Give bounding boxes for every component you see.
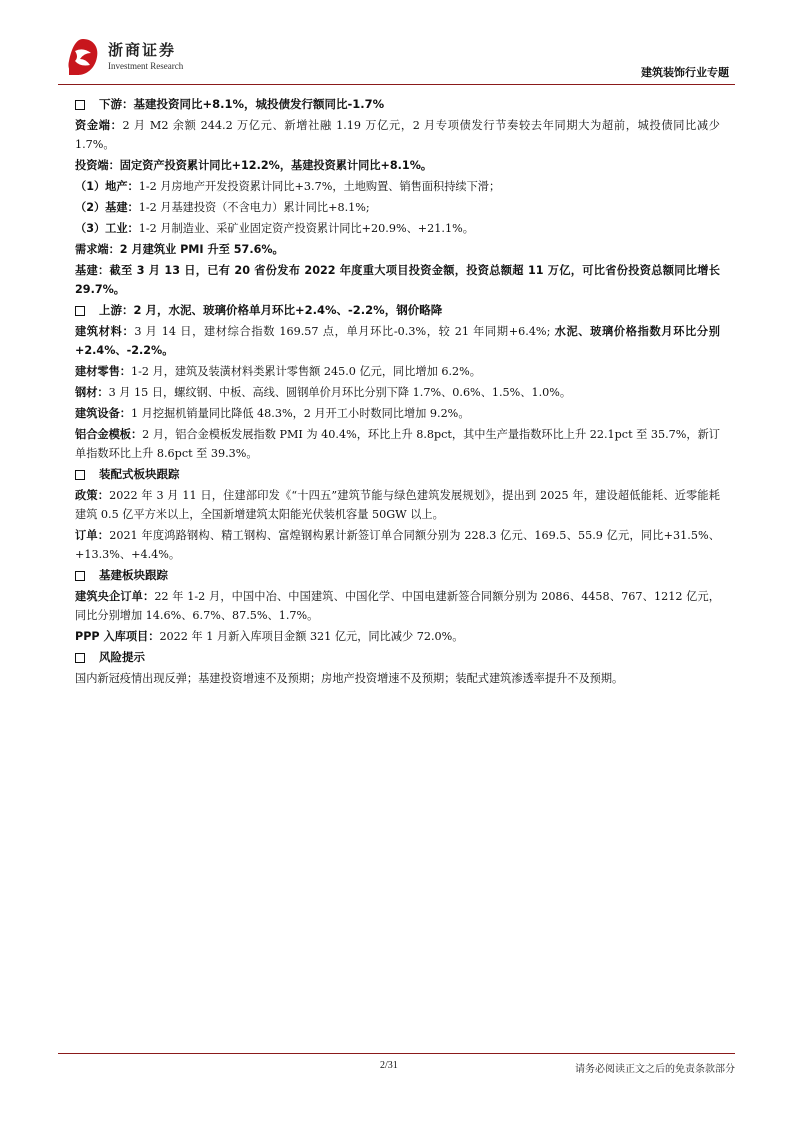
disclaimer-note: 请务必阅读正文之后的免责条款部分 xyxy=(575,1064,735,1075)
header-divider xyxy=(58,84,735,85)
report-category: 建筑装饰行业专题 xyxy=(641,66,729,79)
section-upstream-heading: 上游：2 月，水泥、玻璃价格单月环比+2.4%、-2.2%，钢价略降 xyxy=(75,301,720,320)
paragraph-investment: 投资端：固定资产投资累计同比+12.2%，基建投资累计同比+8.1%。 xyxy=(75,159,433,172)
paragraph-demand: 需求端：2 月建筑业 PMI 升至 57.6%。 xyxy=(75,243,284,256)
page-header xyxy=(58,33,735,85)
section-risk-heading: 风险提示 xyxy=(75,648,720,667)
section-infra-heading: 基建板块跟踪 xyxy=(75,566,720,585)
footer-divider xyxy=(58,1053,735,1054)
checkbox-bullet-icon xyxy=(75,306,85,316)
report-body xyxy=(75,95,720,690)
paragraph-soe-orders: 建筑央企订单：22 年 1-2 月，中国中冶、中国建筑、中国化学、中国电建新签合同额分别为 2086、4458、767、1212 亿元，同比分别增加 14.6%、6.7%、87.5%、1.7%。 xyxy=(75,590,720,622)
checkbox-bullet-icon xyxy=(75,653,85,663)
paragraph-funding: 资金端：2 月 M2 余额 244.2 万亿元、新增社融 1.19 万亿元，2 月专项债发行节奏较去年同期大为超前，城投债同比减少 1.7%。 xyxy=(75,119,720,151)
paragraph-formwork: 铝合金模板：2 月，铝合金模板发展指数 PMI 为 40.4%，环比上升 8.8pct，其中生产量指数环比上升 22.1pct 至 35.7%，新订单指数环比上升 8.6pct 至 39.3%。 xyxy=(75,428,720,460)
paragraph-materials: 建筑材料：3 月 14 日，建材综合指数 169.57 点，单月环比-0.3%，较 21 年同期+6.4%; 水泥、玻璃价格指数月环比分别+2.4%、-2.2%。 xyxy=(75,325,720,357)
paragraph-infra-invest: （2）基建：1-2 月基建投资（不含电力）累计同比+8.1%; xyxy=(75,201,370,214)
paragraph-policy: 政策：2022 年 3 月 11 日，住建部印发《“十四五”建筑节能与绿色建筑发展规划》，提出到 2025 年，建设超低能耗、近零能耗建筑 0.5 亿平方米以上，全国新增建筑太阳能光伏装机容量 50GW 以上。 xyxy=(75,489,720,521)
paragraph-risk: 国内新冠疫情出现反弹；基建投资增速不及预期；房地产投资增速不及预期；装配式建筑渗透率提升不及预期。 xyxy=(75,672,624,685)
paragraph-retail: 建材零售：1-2 月，建筑及装潢材料类累计零售额 245.0 亿元，同比增加 6.2%。 xyxy=(75,365,481,378)
paragraph-industry: （3）工业：1-2 月制造业、采矿业固定资产投资累计同比+20.9%、+21.1%。 xyxy=(75,222,474,235)
brand-subtitle: Investment Research xyxy=(108,61,184,71)
checkbox-bullet-icon xyxy=(75,571,85,581)
paragraph-real-estate: （1）地产：1-2 月房地产开发投资累计同比+3.7%，土地购置、销售面积持续下滑； xyxy=(75,180,501,193)
paragraph-orders: 订单：2021 年度鸿路钢构、精工钢构、富煌钢构累计新签订单合同额分别为 228.3 亿元、169.5、55.9 亿元，同比+31.5%、+13.3%、+4.4%。 xyxy=(75,529,720,561)
section-prefab-heading: 装配式板块跟踪 xyxy=(75,465,720,484)
checkbox-bullet-icon xyxy=(75,100,85,110)
brand-logo-icon xyxy=(66,37,100,77)
paragraph-base: 基建：截至 3 月 13 日，已有 20 省份发布 2022 年度重大项目投资金额，投资总额超 11 万亿，可比省份投资总额同比增长 29.7%。 xyxy=(75,264,720,296)
section-downstream-heading: 下游：基建投资同比+8.1%，城投债发行额同比-1.7% xyxy=(75,95,720,114)
checkbox-bullet-icon xyxy=(75,470,85,480)
paragraph-ppp: PPP 入库项目：2022 年 1 月新入库项目金额 321 亿元，同比减少 72.0%。 xyxy=(75,630,464,643)
brand-name: 浙商证券 xyxy=(108,41,177,59)
paragraph-steel: 钢材：3 月 15 日，螺纹钢、中板、高线、圆钢单价月环比分别下降 1.7%、0.6%、1.5%、1.0%。 xyxy=(75,386,572,399)
paragraph-equipment: 建筑设备：1 月挖掘机销量同比降低 48.3%，2 月开工小时数同比增加 9.2%。 xyxy=(75,407,470,420)
page-number: 2/31 xyxy=(380,1060,398,1071)
